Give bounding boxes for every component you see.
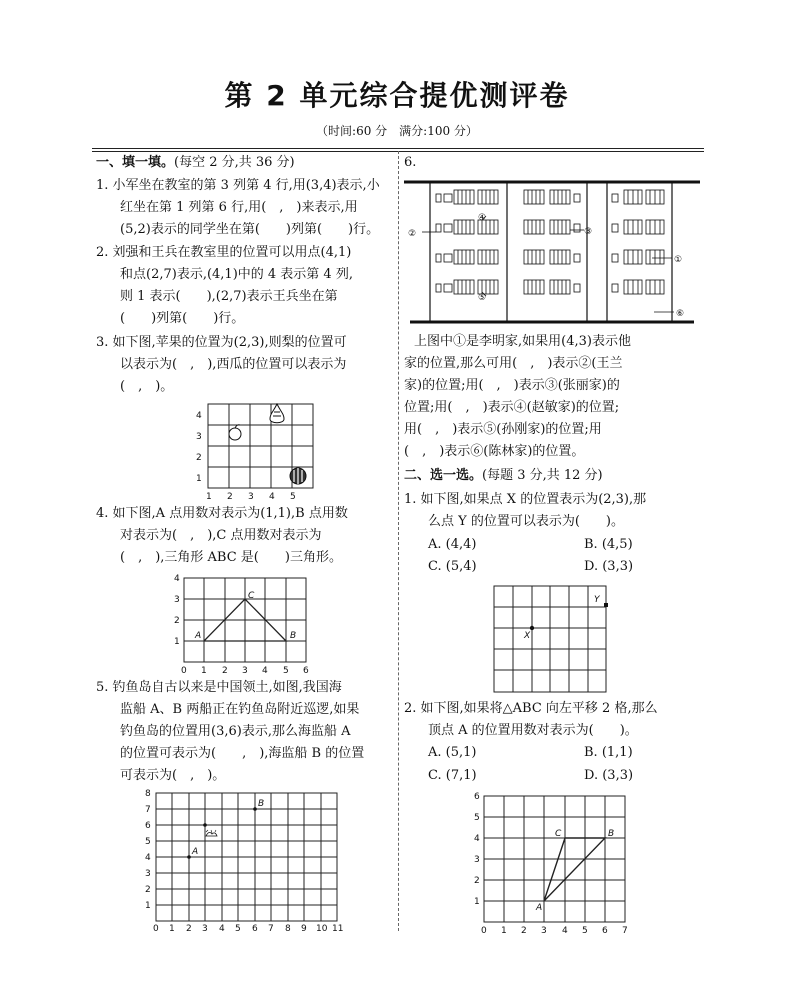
xy-grid-figure — [490, 584, 616, 696]
option-a: A. (4,4) — [428, 537, 477, 552]
question-1-2: 2. 刘强和王兵在教室里的位置可以用点(4,1) 和点(2,7)表示,(4,1)中的 4 表示第 4 列, 则 1 表示( ),(2,7)表示王兵坐在第 ( )列第( )行。 — [96, 245, 353, 326]
option-c: C. (5,4) — [428, 559, 477, 574]
x-tick: 1 — [201, 666, 207, 676]
island-icon — [206, 830, 217, 836]
marker-6: ⑥ — [676, 309, 685, 319]
y-tick: 5 — [145, 837, 151, 847]
y-tick: 7 — [145, 805, 151, 815]
label-x: X — [524, 631, 531, 641]
option-a: A. (5,1) — [428, 745, 477, 760]
y-tick: 4 — [145, 853, 151, 863]
marker-4: ④ — [478, 213, 487, 223]
exam-info: （时间:60 分 满分:100 分） — [316, 124, 478, 138]
diaoyu-grid-figure — [140, 788, 350, 933]
question-1-6: 上图中①是李明家,如果用(4,3)表示他 家的位置,那么可用( , )表示②(王兰 家)的位置;用( , )表示③(张丽家)的 位置;用( , )表示④(赵敏家)的位置; 用( , )表示⑤(孙刚家)的位置;用 ( , )表示⑥(陈林家)的位置。 — [404, 334, 631, 459]
x-tick: 5 — [582, 926, 588, 936]
x-tick: 4 — [262, 666, 268, 676]
ship-a-point — [187, 855, 191, 859]
vertex-label-c: C — [555, 829, 562, 839]
x-tick: 10 — [316, 924, 328, 934]
x-tick: 4 — [269, 492, 275, 502]
window-column-3 — [612, 190, 664, 294]
option-d: D. (3,3) — [584, 768, 634, 783]
y-tick: 6 — [145, 821, 151, 831]
y-tick: 1 — [196, 474, 202, 484]
option-b: B. (4,5) — [584, 537, 633, 552]
y-tick: 2 — [145, 885, 151, 895]
y-tick: 2 — [174, 616, 180, 626]
y-tick: 3 — [174, 595, 180, 605]
ship-a-label: A — [192, 847, 199, 857]
y-tick: 8 — [145, 789, 151, 799]
question-1-3: 3. 如下图,苹果的位置为(2,3),则梨的位置可 以表示为( , ),西瓜的位置可以表示为 ( , )。 — [96, 335, 347, 394]
ship-b-point — [253, 807, 257, 811]
translation-grid-figure — [472, 790, 634, 935]
x-tick: 6 — [602, 926, 608, 936]
x-tick: 8 — [285, 924, 291, 934]
x-tick: 1 — [206, 492, 212, 502]
y-tick: 5 — [474, 813, 480, 823]
y-tick: 4 — [474, 834, 480, 844]
fruit-grid-figure — [196, 400, 326, 500]
point-x — [530, 626, 534, 630]
y-tick: 2 — [474, 876, 480, 886]
x-tick: 5 — [290, 492, 296, 502]
apple-icon — [229, 425, 241, 440]
x-tick: 5 — [235, 924, 241, 934]
y-tick: 1 — [145, 901, 151, 911]
y-tick: 1 — [474, 897, 480, 907]
window-column-1 — [436, 190, 498, 294]
x-tick: 7 — [622, 926, 628, 936]
x-tick: 0 — [481, 926, 487, 936]
x-tick: 6 — [252, 924, 258, 934]
x-tick: 5 — [283, 666, 289, 676]
y-tick: 3 — [145, 869, 151, 879]
marker-1: ① — [674, 255, 683, 265]
point-label-a: A — [195, 631, 202, 641]
x-tick: 0 — [181, 666, 187, 676]
triangle-grid-figure — [174, 574, 314, 674]
window-column-2 — [524, 190, 580, 294]
x-tick: 1 — [169, 924, 175, 934]
marker-5: ⑤ — [478, 293, 487, 303]
x-tick: 3 — [248, 492, 254, 502]
x-tick: 2 — [227, 492, 233, 502]
apartment-building-figure — [404, 172, 700, 324]
vertex-label-a: A — [536, 903, 543, 913]
vertex-label-b: B — [608, 829, 615, 839]
question-1-5: 5. 钓鱼岛自古以来是中国领土,如图,我国海 监船 A、B 两船正在钓鱼岛附近巡逻,如果 钓鱼岛的位置用(3,6)表示,那么海监船 A 的位置可表示为( , ),海监船 B 的位置 可表示为( , )。 — [96, 680, 365, 783]
y-tick: 3 — [196, 432, 202, 442]
y-tick: 4 — [174, 574, 180, 584]
x-tick: 4 — [562, 926, 568, 936]
watermelon-icon — [290, 468, 306, 484]
x-tick: 11 — [332, 924, 344, 934]
y-tick: 6 — [474, 792, 480, 802]
label-y: Y — [594, 595, 600, 605]
x-tick: 2 — [186, 924, 192, 934]
marker-3: ③ — [584, 227, 593, 237]
column-divider — [398, 151, 399, 931]
question-2-1: 1. 如下图,如果点 X 的位置表示为(2,3),那 么点 Y 的位置可以表示为( )。 — [404, 492, 647, 529]
question-1-6-number: 6. — [404, 155, 417, 170]
question-1-4: 4. 如下图,A 点用数对表示为(1,1),B 点用数 对表示为( , ),C 点用数对表示为 ( , ),三角形 ABC 是( )三角形。 — [96, 506, 348, 565]
section1-header: 一、填一填。(每空 2 分,共 36 分) — [96, 155, 295, 170]
x-tick: 2 — [521, 926, 527, 936]
ship-b-label: B — [258, 799, 265, 809]
pear-icon — [270, 404, 284, 423]
option-d: D. (3,3) — [584, 559, 634, 574]
y-tick: 3 — [474, 855, 480, 865]
x-tick: 1 — [501, 926, 507, 936]
y-tick: 1 — [174, 637, 180, 647]
x-tick: 0 — [153, 924, 159, 934]
island-point — [203, 823, 207, 827]
page-title: 第 2 单元综合提优测评卷 — [224, 79, 570, 112]
x-tick: 3 — [242, 666, 248, 676]
question-2-2: 2. 如下图,如果将△ABC 向左平移 2 格,那么 顶点 A 的位置用数对表示为( )。 — [404, 701, 658, 738]
question-1-1: 1. 小军坐在教室的第 3 列第 4 行,用(3,4)表示,小 红坐在第 1 列第 6 行,用( , )来表示,用 (5,2)表示的同学坐在第( )列第( )行。 — [96, 178, 380, 237]
point-y — [604, 603, 608, 607]
section2-header: 二、选一选。(每题 3 分,共 12 分) — [404, 468, 603, 483]
option-c: C. (7,1) — [428, 768, 477, 783]
y-tick: 2 — [196, 453, 202, 463]
option-b: B. (1,1) — [584, 745, 633, 760]
point-label-b: B — [290, 631, 297, 641]
x-tick: 6 — [303, 666, 309, 676]
x-tick: 9 — [301, 924, 307, 934]
x-tick: 3 — [202, 924, 208, 934]
y-tick: 4 — [196, 411, 202, 421]
marker-2: ② — [408, 229, 417, 239]
x-tick: 3 — [541, 926, 547, 936]
x-tick: 4 — [219, 924, 225, 934]
x-tick: 2 — [222, 666, 228, 676]
point-label-c: C — [248, 591, 255, 601]
top-rule — [92, 148, 704, 149]
x-tick: 7 — [268, 924, 274, 934]
